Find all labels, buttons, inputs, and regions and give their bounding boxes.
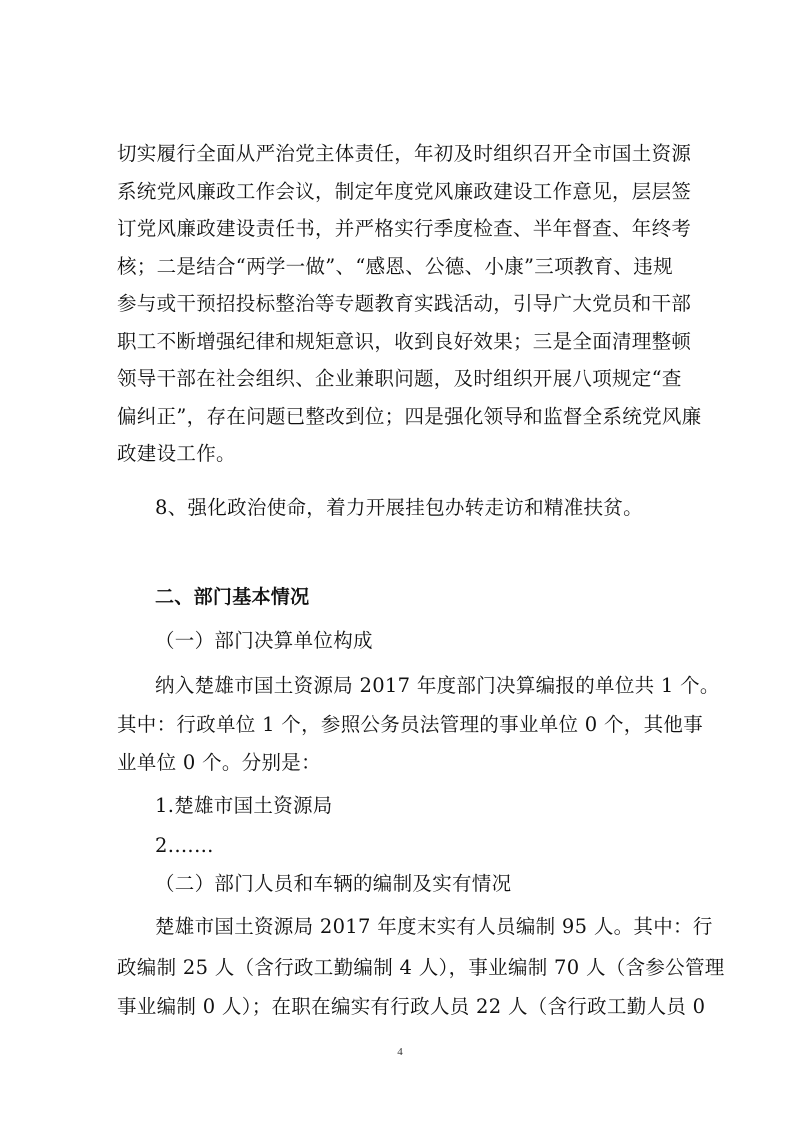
paragraph-line: 订党风廉政建设责任书，并严格实行季度检查、半年督查、年终考: [117, 217, 692, 240]
paragraph-line: 系统党风廉政工作会议，制定年度党风廉政建设工作意见，层层签: [117, 180, 692, 203]
paragraph-line: 核；二是结合“两学一做”、“感恩、公德、小康”三项教育、违规: [117, 255, 673, 278]
paragraph-line: 事业编制 0 人）；在职在编实有行政人员 22 人（含行政工勤人员 0: [117, 995, 706, 1018]
paragraph-line: 纳入楚雄市国土资源局 2017 年度部门决算编报的单位共 1 个。: [155, 674, 720, 697]
section-heading: 二、部门基本情况: [155, 586, 310, 608]
paragraph-line: 政编制 25 人（含行政工勤编制 4 人），事业编制 70 人（含参公管理: [117, 956, 725, 979]
paragraph-line: 领导干部在社会组织、企业兼职问题，及时组织开展八项规定“查: [117, 367, 682, 390]
paragraph-line: 政建设工作。: [117, 442, 236, 465]
page-number: 4: [397, 1046, 403, 1058]
paragraph-line: 职工不断增强纪律和规矩意识，收到良好效果；三是全面清理整顿: [117, 330, 692, 353]
subsection-heading: （二）部门人员和车辆的编制及实有情况: [155, 872, 512, 895]
subsection-heading: （一）部门决算单位构成: [155, 629, 373, 652]
paragraph-line: 偏纠正”，存在问题已整改到位；四是强化领导和监督全系统党风廉: [117, 405, 702, 428]
paragraph-line: 切实履行全面从严治党主体责任，年初及时组织召开全市国土资源: [117, 142, 692, 165]
paragraph-line: 参与或干预招投标整治等专题教育实践活动，引导广大党员和干部: [117, 292, 692, 315]
paragraph-line: 其中：行政单位 1 个，参照公务员法管理的事业单位 0 个，其他事: [117, 713, 704, 736]
list-item-8: 8、强化政治使命，着力开展挂包办转走访和精准扶贫。: [155, 496, 643, 519]
list-item: 1.楚雄市国土资源局: [155, 794, 333, 817]
paragraph-line: 业单位 0 个。分别是：: [117, 751, 321, 774]
paragraph-line: 楚雄市国土资源局 2017 年度末实有人员编制 95 人。其中：行: [155, 915, 713, 938]
list-item: 2.……: [155, 834, 214, 857]
